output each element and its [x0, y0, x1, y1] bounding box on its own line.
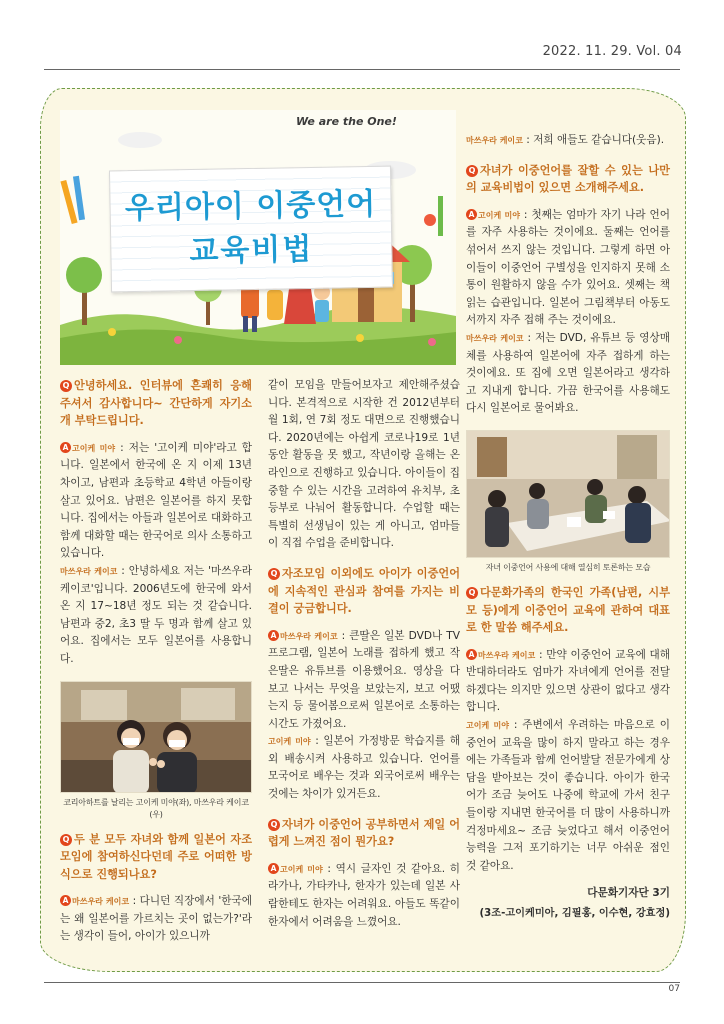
question-mark-icon: Q — [466, 165, 478, 177]
interview-photo-1 — [60, 681, 252, 793]
speaker-name: 고이케 미야 — [268, 737, 311, 747]
answer-mark-icon: A — [268, 863, 279, 874]
answer-paragraph: A 마쓰우라 케이코 : 다니던 직장에서 '한국에는 왜 일본어를 가르치는 곳이 없는가?'라는 생각이 들어, 아이가 있으니까 — [60, 895, 252, 943]
answer-paragraph: A 마쓰우라 케이코 : 만약 이중언어 교육에 대해 반대하더라도 엄마가 자녀에게 언어를 전달하겠다는 의지만 있으면 상관이 없다고 생각합니다. — [466, 648, 670, 714]
header-date: 2022. 11. 29. Vol. 04 — [542, 44, 682, 59]
photo-two-women — [61, 682, 252, 793]
page-number: 07 — [668, 984, 680, 994]
answer-paragraph: A 고이케 미야 : 역시 글자인 것 같아요. 히라가나, 가타카나, 한자가 있는데 일본 사람한테도 한자는 어려워요. 아들도 똑같이 한자에서 어려움을 느꼈어요. — [268, 862, 460, 928]
banner-title-line2: 교육비법 — [189, 231, 314, 270]
question-mark-icon: Q — [268, 819, 280, 831]
speaker-name: 마쓰우라 케이코 — [466, 333, 524, 343]
answer-mark-icon: A — [60, 442, 71, 453]
question-6: Q 다문화가족의 한국인 가족(남편, 시부모 등)에게 이중언어 교육에 관하여 대표로 한 말씀 해주세요. — [466, 585, 670, 635]
speaker-name: 마쓰우라 케이코 — [280, 631, 338, 641]
speaker-name: 마쓰우라 케이코 — [60, 566, 118, 576]
answer-paragraph: A 마쓰우라 케이코 : 큰딸은 일본 DVD나 TV 프로그램, 일본어 노래를 접하게 했고 작은딸은 유튜브를 이용했어요. 영상을 다 보고 나서는 무엇을 보았는지, 보고 어땠는지 등 물어봄으로써 일본어로 소통하는 시간도 가졌어요. — [268, 629, 460, 730]
header-rule — [44, 69, 680, 70]
question-1: Q 안녕하세요. 인터뷰에 흔쾌히 응해 주셔서 감사합니다~ 간단하게 자기소개 부탁드립니다. — [60, 379, 252, 428]
column-2 — [268, 377, 460, 931]
question-4: Q 자녀가 이중언어 공부하면서 제일 어렵게 느껴진 점이 뭔가요? — [268, 817, 460, 849]
answer-paragraph: 마쓰우라 케이코 : 저희 애들도 같습니다(웃음). — [466, 134, 665, 146]
question-mark-icon: Q — [268, 568, 280, 580]
reporter-credit: 다문화기자단 3기 — [587, 887, 670, 900]
answer-paragraph: 고이케 미야 : 일본어 가정방문 학습지를 해외 배송시켜 사용하고 있습니다. 언어를 모국어로 배우는 것과 외국어로써 배우는 것에는 차이가 있거든요. — [268, 735, 460, 801]
answer-mark-icon: A — [466, 649, 477, 660]
speaker-name: 마쓰우라 케이코 — [478, 650, 536, 660]
photo-caption-1: 코리아하트를 날리는 고이케 미야(좌), 마쓰우라 케이코(우) — [63, 797, 249, 819]
answer-paragraph: 고이케 미야 : 주변에서 우려하는 마음으로 이중언어 교육을 많이 하지 말라고 하는 경우에는 가족들과 함께 언어발달 전문가에게 상담을 받아보는 것이 좋습니다. 아이가 한국어가 조금 늦어도 나중에 학교에 가서 친구들이랑 지내면 한국어를 더 많이 사용하니까 걱정마세요~ 조금 늦었다고 해서 이중언어 능력을 그저 포기하기는 너무 아쉬운 점인 것 같아요. — [466, 719, 670, 872]
speaker-name: 마쓰우라 케이코 — [72, 897, 130, 907]
title-illustration — [60, 110, 456, 365]
speaker-name: 고이케 미야 — [72, 443, 116, 453]
we-are-the-one-logo: We are the One! — [296, 115, 397, 128]
banner-title-line1: 우리아이 이중언어 — [124, 186, 377, 227]
reporter-names: (3조-고이케미아, 김필홍, 이수현, 강효정) — [479, 908, 670, 919]
photo-group-discussion — [467, 431, 670, 558]
answer-paragraph: 마쓰우라 케이코 : 안녕하세요 저는 '마쓰우라 케이코'입니다. 2006년도에 한국에 와서 온 지 17~18년 정도 되는 것 같습니다. 남편과 중2, 초3 딸 두 명과 함께 살고 있어요. 집에서는 모두 일본어를 사용합니다. — [60, 564, 252, 665]
answer-mark-icon: A — [60, 895, 71, 906]
interview-photo-2 — [466, 430, 670, 558]
answer-mark-icon: A — [268, 630, 279, 641]
answer-continuation: 같이 모임을 만들어보자고 제안해주셨습니다. 본격적으로 시작한 건 2012년부터 월 1회, 연 7회 정도 대면으로 진행했습니다. 2020년에는 아쉽게 코로나19로 1년 동안 활동을 못 했고, 작년이랑 올해는 온라인으로 진행하고 있습니다. 아이들이 집중할 수 있는 시간을 고려하여 유치부, 초등부로 나눠어 활동합니다. 수업할 때는 특별히 선생님이 있는 게 아니고, 엄마들이 직접 수업을 준비합니다. — [268, 379, 460, 550]
answer-paragraph: 마쓰우라 케이코 : 저는 DVD, 유튜브 등 영상매체를 사용하여 일본어에 자주 접하게 하는 것이에요. 또 집에 오면 일본어라고 생각하고 지내게 합니다. 가끔 한국어를 사용해도 다시 일본어로 물어봐요. — [466, 331, 670, 415]
column-1 — [60, 377, 252, 946]
answer-paragraph: A 고이케 미야 : 저는 '고이케 미야'라고 합니다. 일본에서 한국에 온 지 이제 13년 차이고, 남편과 초등학교 4학년 아들이랑 살고 있어요. 남편은 일본어를 하지 못합니다. 집에서는 아들과 일본어로 대화하고 함께 대화할 때는 한국어로 의사 소통하고 있습니다. — [60, 441, 252, 560]
speaker-name: 고이케 미야 — [280, 864, 323, 874]
speaker-name: 고이케 미야 — [478, 210, 520, 220]
answer-paragraph: A 고이케 미야 : 첫째는 엄마가 자기 나라 언어를 자주 사용하는 것이에요. 둘째는 언어를 섞어서 쓰지 않는 것입니다. 그렇게 하면 아이들이 이중언어 구별성을 인지하지 못해 소통이 원활하지 않을 수가 있어요. 셋째는 책 읽는 습관입니다. 일본어 그림책부터 아동도서까지 자주 접해 주는 것이에요. — [466, 208, 670, 327]
question-mark-icon: Q — [60, 380, 72, 392]
photo-caption-2: 자녀 이중언어 사용에 대해 열심히 토론하는 모습 — [485, 562, 651, 572]
column-3 — [466, 132, 670, 923]
question-mark-icon: Q — [466, 587, 478, 599]
question-2: Q 두 분 모두 자녀와 함께 일본어 자조모임에 참여하신다던데 주로 어떠한 방식으로 진행되나요? — [60, 832, 252, 881]
footer-rule — [44, 982, 680, 983]
speaker-name: 마쓰우라 케이코 — [466, 136, 523, 145]
speaker-name: 고이케 미야 — [466, 721, 509, 731]
question-mark-icon: Q — [60, 834, 72, 846]
question-3: Q 자조모임 이외에도 아이가 이중언어에 지속적인 관심과 참여를 가지는 비결이 궁금합니다. — [268, 566, 460, 616]
answer-mark-icon: A — [466, 209, 477, 220]
title-banner — [109, 166, 393, 293]
question-5: Q 자녀가 이중언어를 잘할 수 있는 나만의 교육비법이 있으면 소개해주세요. — [466, 163, 670, 195]
